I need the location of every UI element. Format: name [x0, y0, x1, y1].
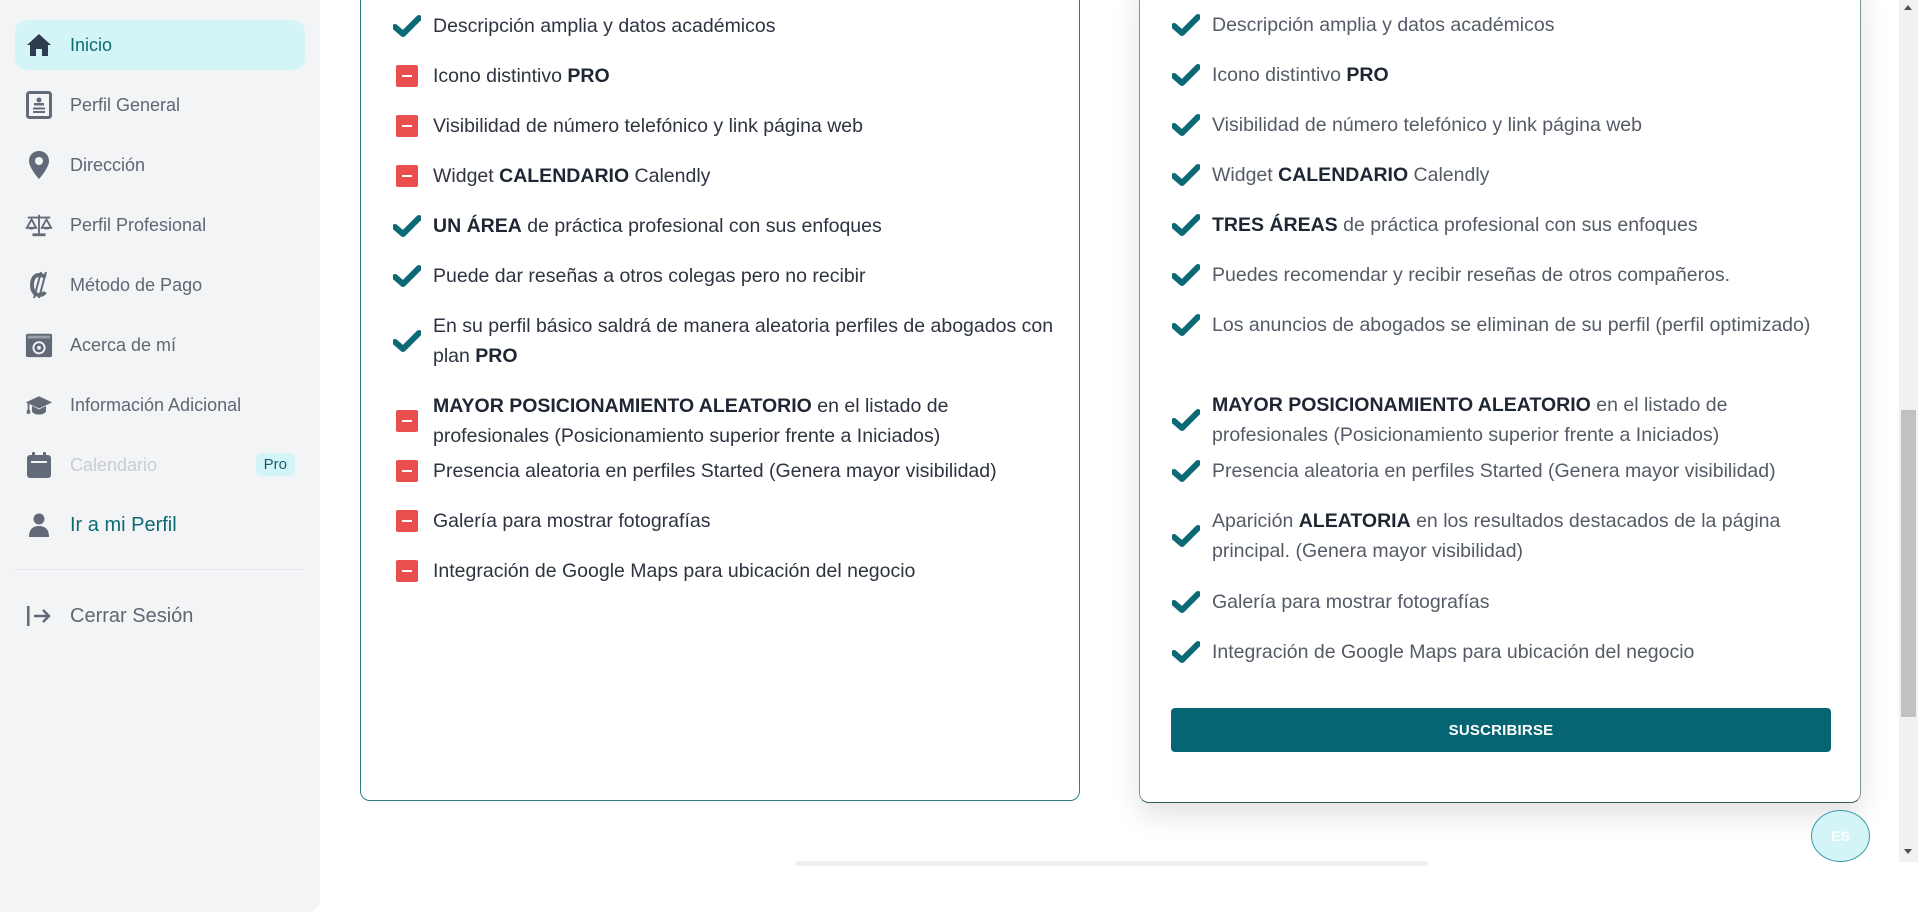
feature-item	[1172, 456, 1842, 486]
feature-item	[393, 391, 1063, 451]
check-icon	[1172, 591, 1202, 613]
feature-text: Visibilidad de número telefónico y link página web	[433, 115, 863, 137]
feature-text: Presencia aleatoria en perfiles Started (Genera mayor visibilidad)	[1212, 460, 1776, 482]
feature-item	[1172, 310, 1842, 340]
pro-badge: Pro	[256, 453, 295, 476]
sidebar-item-label: Información Adicional	[70, 394, 242, 415]
feature-item	[1172, 110, 1842, 140]
check-icon	[393, 265, 423, 287]
feature-item	[1172, 160, 1842, 190]
subscribe-button[interactable]: SUSCRIBIRSE	[1171, 708, 1831, 752]
check-icon	[1172, 114, 1202, 136]
feature-text: Puedes recomendar y recibir reseñas de otros compañeros.	[1212, 264, 1731, 286]
map-pin-icon	[25, 151, 53, 179]
feature-text: Descripción amplia y datos académicos	[433, 15, 776, 37]
check-icon	[393, 215, 423, 237]
sidebar-item-perfil-profesional[interactable]	[15, 200, 305, 250]
check-icon	[1172, 264, 1202, 286]
sidebar-item-direccion[interactable]	[15, 140, 305, 190]
sidebar-item-label: Perfil General	[70, 94, 181, 115]
feature-item	[393, 211, 1063, 241]
check-icon	[1172, 525, 1202, 547]
feature-item	[393, 11, 1063, 41]
minus-icon	[393, 165, 423, 187]
feature-text: Descripción amplia y datos académicos	[1212, 14, 1555, 36]
scroll-up-arrow-icon[interactable]	[1904, 5, 1912, 10]
feature-item	[393, 111, 1063, 141]
sidebar-item-label: Dirección	[70, 154, 146, 175]
feature-text: Los anuncios de abogados se eliminan de su perfil (perfil optimizado)	[1212, 314, 1811, 336]
sidebar-item-label: Método de Pago	[70, 274, 203, 295]
feature-item	[393, 61, 1063, 91]
feature-item	[393, 556, 1063, 586]
check-icon	[1172, 164, 1202, 186]
feature-item	[1172, 390, 1842, 450]
feature-item	[1172, 60, 1842, 90]
feature-text: Galería para mostrar fotografías	[433, 510, 711, 532]
sidebar-item-acerca-de-mi[interactable]	[15, 320, 305, 370]
feature-item	[393, 161, 1063, 191]
camera-icon	[25, 331, 53, 359]
pro-plan-card	[1139, 0, 1861, 803]
check-icon	[1172, 641, 1202, 663]
sidebar-item-label: Cerrar Sesión	[70, 604, 194, 627]
sidebar-item-metodo-de-pago[interactable]	[15, 260, 305, 310]
check-icon	[393, 330, 423, 352]
scale-icon	[25, 211, 53, 239]
check-icon	[1172, 314, 1202, 336]
sidebar-item-label: Calendario	[70, 454, 158, 475]
feature-text: Integración de Google Maps para ubicación del negocio	[433, 560, 916, 582]
feature-text: Icono distintivo PRO	[1212, 64, 1389, 86]
graduation-cap-icon	[25, 391, 53, 419]
feature-item	[1172, 506, 1842, 566]
scrollbar-thumb[interactable]	[1901, 410, 1916, 717]
vertical-scrollbar[interactable]	[1899, 0, 1918, 862]
minus-icon	[393, 560, 423, 582]
feature-item	[1172, 210, 1842, 240]
calendar-icon	[25, 451, 53, 479]
home-icon	[25, 31, 53, 59]
feature-item	[393, 311, 1063, 371]
feature-item	[1172, 10, 1842, 40]
id-card-icon	[25, 91, 53, 119]
check-icon	[393, 15, 423, 37]
feature-text: Galería para mostrar fotografías	[1212, 591, 1490, 613]
feature-text: TRES ÁREAS de práctica profesional con sus enfoques	[1212, 214, 1698, 236]
scroll-down-arrow-icon[interactable]	[1904, 849, 1912, 854]
feature-item	[1172, 260, 1842, 290]
minus-icon	[393, 510, 423, 532]
feature-text: MAYOR POSICIONAMIENTO ALEATORIO en el listado de profesionales (Posicionamiento superior frente a Iniciados)	[433, 395, 949, 447]
feature-text: Widget CALENDARIO Calendly	[433, 165, 711, 187]
feature-text: Widget CALENDARIO Calendly	[1212, 164, 1490, 186]
horizontal-scrollbar[interactable]	[795, 861, 1428, 866]
minus-icon	[393, 115, 423, 137]
minus-icon	[393, 460, 423, 482]
minus-icon	[393, 65, 423, 87]
sidebar-divider	[15, 569, 303, 570]
check-icon	[1172, 409, 1202, 431]
sidebar-item-label: Perfil Profesional	[70, 214, 207, 235]
feature-text: En su perfil básico saldrá de manera aleatoria perfiles de abogados con plan PRO	[433, 315, 1054, 367]
feature-text: Puede dar reseñas a otros colegas pero no recibir	[433, 265, 866, 287]
sidebar-item-ir-a-mi-perfil[interactable]	[15, 500, 305, 550]
feature-text: Icono distintivo PRO	[433, 65, 610, 87]
sidebar-item-label: Inicio	[70, 34, 113, 55]
sidebar-item-inicio[interactable]	[15, 20, 305, 70]
currency-icon	[25, 271, 53, 299]
feature-text: UN ÁREA de práctica profesional con sus enfoques	[433, 215, 882, 237]
minus-icon	[393, 410, 423, 432]
sidebar-item-perfil-general[interactable]	[15, 80, 305, 130]
feature-item	[1172, 587, 1842, 617]
sidebar-item-label: Ir a mi Perfil	[70, 513, 177, 536]
feature-item	[393, 456, 1063, 486]
feature-text: Visibilidad de número telefónico y link página web	[1212, 114, 1642, 136]
language-button[interactable]: ES	[1811, 810, 1870, 862]
check-icon	[1172, 460, 1202, 482]
check-icon	[1172, 14, 1202, 36]
feature-text: Integración de Google Maps para ubicación del negocio	[1212, 641, 1695, 663]
sidebar-item-calendario[interactable]	[15, 440, 305, 490]
feature-item	[1172, 637, 1842, 667]
feature-text: Presencia aleatoria en perfiles Started (Genera mayor visibilidad)	[433, 460, 997, 482]
sidebar-item-informacion-adicional[interactable]	[15, 380, 305, 430]
logout-icon	[25, 602, 53, 630]
logout-button[interactable]	[15, 591, 305, 641]
sidebar-item-label: Acerca de mí	[70, 334, 177, 355]
basic-plan-card	[360, 0, 1080, 801]
user-icon	[25, 511, 53, 539]
feature-item	[393, 261, 1063, 291]
sidebar	[0, 0, 320, 912]
check-icon	[1172, 64, 1202, 86]
feature-text: Aparición ALEATORIA en los resultados destacados de la página principal. (Genera mayor visibilidad)	[1212, 510, 1781, 562]
feature-text: MAYOR POSICIONAMIENTO ALEATORIO en el listado de profesionales (Posicionamiento superior frente a Iniciados)	[1212, 394, 1728, 446]
feature-item	[393, 506, 1063, 536]
check-icon	[1172, 214, 1202, 236]
